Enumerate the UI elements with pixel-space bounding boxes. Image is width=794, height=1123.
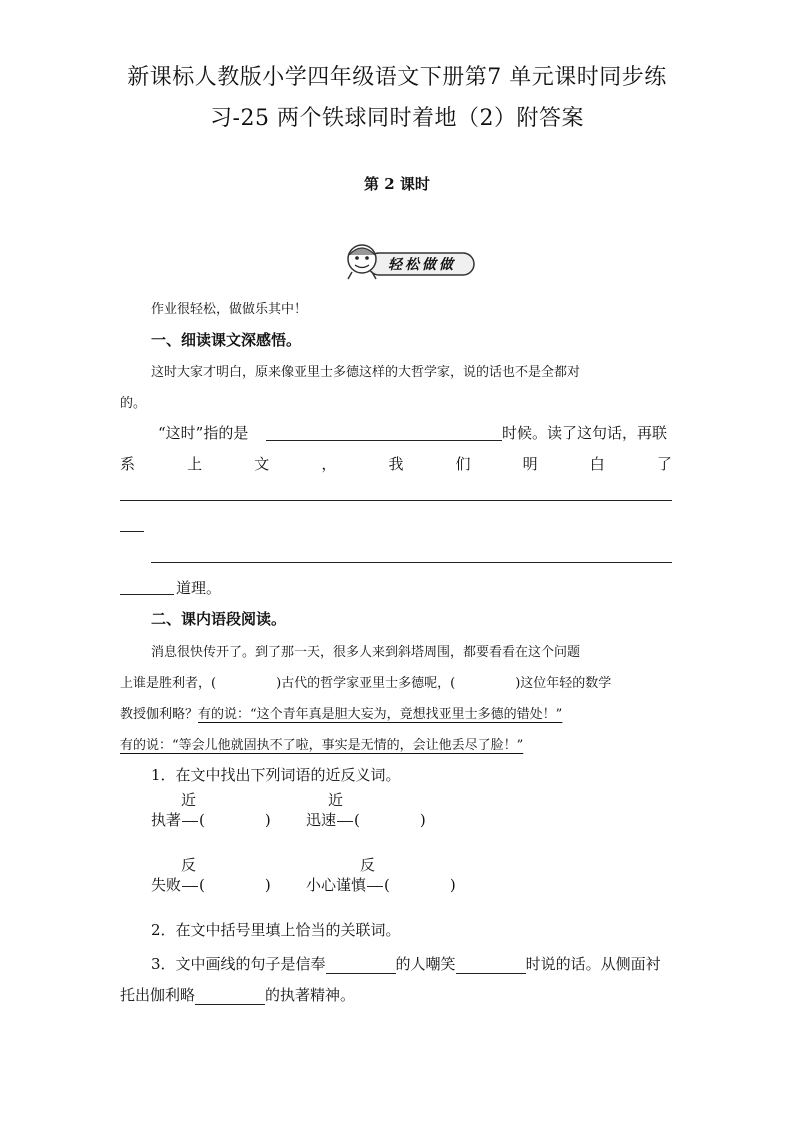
spread-char: ， xyxy=(321,455,337,473)
passage-text: )古代的哲学家亚里士多德呢，( xyxy=(276,676,456,691)
document-title-line2: 习-25 两个铁球同时着地（2）附答案 xyxy=(210,106,584,131)
word-pair xyxy=(151,791,271,830)
word: 失败 xyxy=(151,876,182,894)
paren-close: ) xyxy=(264,876,271,894)
question-2: 2．在文中括号里填上恰当的关联词。 xyxy=(151,921,401,939)
paren-open: ( xyxy=(384,876,390,894)
passage-text: 上谁是胜利者，( xyxy=(120,676,217,691)
relation-mark: 近 xyxy=(181,791,197,809)
answer-blank-1[interactable] xyxy=(266,440,502,441)
relation-mark: 反 xyxy=(360,856,376,874)
question-text: 托出伽利略 xyxy=(120,986,196,1004)
paren-open: ( xyxy=(354,811,360,829)
cartoon-badge xyxy=(342,239,478,281)
spread-char: 明 xyxy=(522,455,538,473)
answer-blank-3-short[interactable] xyxy=(120,594,174,595)
relation-mark: 反 xyxy=(181,856,197,874)
answer-blank[interactable] xyxy=(195,988,265,1005)
relation-mark: 近 xyxy=(328,791,344,809)
passage-text: 教授伽利略？ xyxy=(120,707,199,722)
answer-blank[interactable] xyxy=(326,957,396,974)
spread-char: 了 xyxy=(656,455,672,473)
paren-close: ) xyxy=(419,811,426,829)
passage-text: )这位年轻的数学 xyxy=(515,676,612,691)
badge-text: 轻松做做 xyxy=(388,257,456,273)
spread-char: 们 xyxy=(455,455,471,473)
spread-char: 白 xyxy=(589,455,605,473)
question-text: 的执著精神。 xyxy=(265,986,356,1004)
question-text: 3．文中画线的句子是信奉 xyxy=(151,955,326,973)
section2-passage-line3 xyxy=(120,703,562,722)
section2-passage-line2 xyxy=(120,672,611,691)
word: 小心谨慎 xyxy=(306,876,367,894)
section1-passage-line1: 这时大家才明白，原来像亚里士多德这样的大哲学家，说的话也不是全都对 xyxy=(151,365,581,380)
word-pair xyxy=(306,856,456,895)
word-pair xyxy=(306,791,426,830)
paren-close: ) xyxy=(449,876,456,894)
paren-open: ( xyxy=(199,876,205,894)
answer-blank[interactable] xyxy=(456,957,526,974)
word: 迅速 xyxy=(306,811,337,829)
section1-spread-line xyxy=(120,453,672,474)
intro-text: 作业很轻松，做做乐其中！ xyxy=(151,302,308,317)
spread-char: 我 xyxy=(388,455,404,473)
answer-line-3[interactable] xyxy=(151,562,672,563)
word: 执著 xyxy=(151,811,182,829)
section1-heading: 一、细读课文深感悟。 xyxy=(151,331,302,349)
question-text: 时说的话。从侧面衬 xyxy=(525,955,661,973)
section2-passage-line1: 消息很快传开了。到了那一天，很多人来到斜塔周围，都要看看在这个问题 xyxy=(151,645,581,660)
question-1: 1．在文中找出下列词语的近反义词。 xyxy=(151,766,401,784)
answer-line-2[interactable] xyxy=(120,500,672,501)
section2-passage-line4 xyxy=(120,734,523,753)
question-3-line1 xyxy=(151,953,661,974)
lesson-label: 第 2 课时 xyxy=(364,175,430,193)
section1-question-prefix: “这时”指的是 xyxy=(158,424,249,442)
underlined-sentence: 有的说：“这个青年真是胆大妄为，竟想找亚里士多德的错处！” xyxy=(198,707,563,722)
answer-line-2-continuation[interactable] xyxy=(120,531,144,532)
spread-char: 系 xyxy=(120,455,136,473)
spread-char: 文 xyxy=(254,455,270,473)
section2-heading: 二、课内语段阅读。 xyxy=(151,610,287,628)
document-title-line1: 新课标人教版小学四年级语文下册第7 单元课时同步练 xyxy=(127,65,667,90)
paren-open: ( xyxy=(199,811,205,829)
section1-passage-line2: 的。 xyxy=(120,396,147,411)
spread-char: 上 xyxy=(187,455,203,473)
question-text: 的人嘲笑 xyxy=(395,955,456,973)
section1-question-suffix: 时候。读了这句话，再联 xyxy=(502,424,668,442)
paren-close: ) xyxy=(264,811,271,829)
word-pair xyxy=(151,856,271,895)
underlined-sentence: 有的说：“等会儿他就固执不了啦，事实是无情的，会让他丢尽了脸！” xyxy=(120,738,524,753)
question-3-line2 xyxy=(120,984,355,1005)
section1-end-text: 道理。 xyxy=(176,579,222,597)
